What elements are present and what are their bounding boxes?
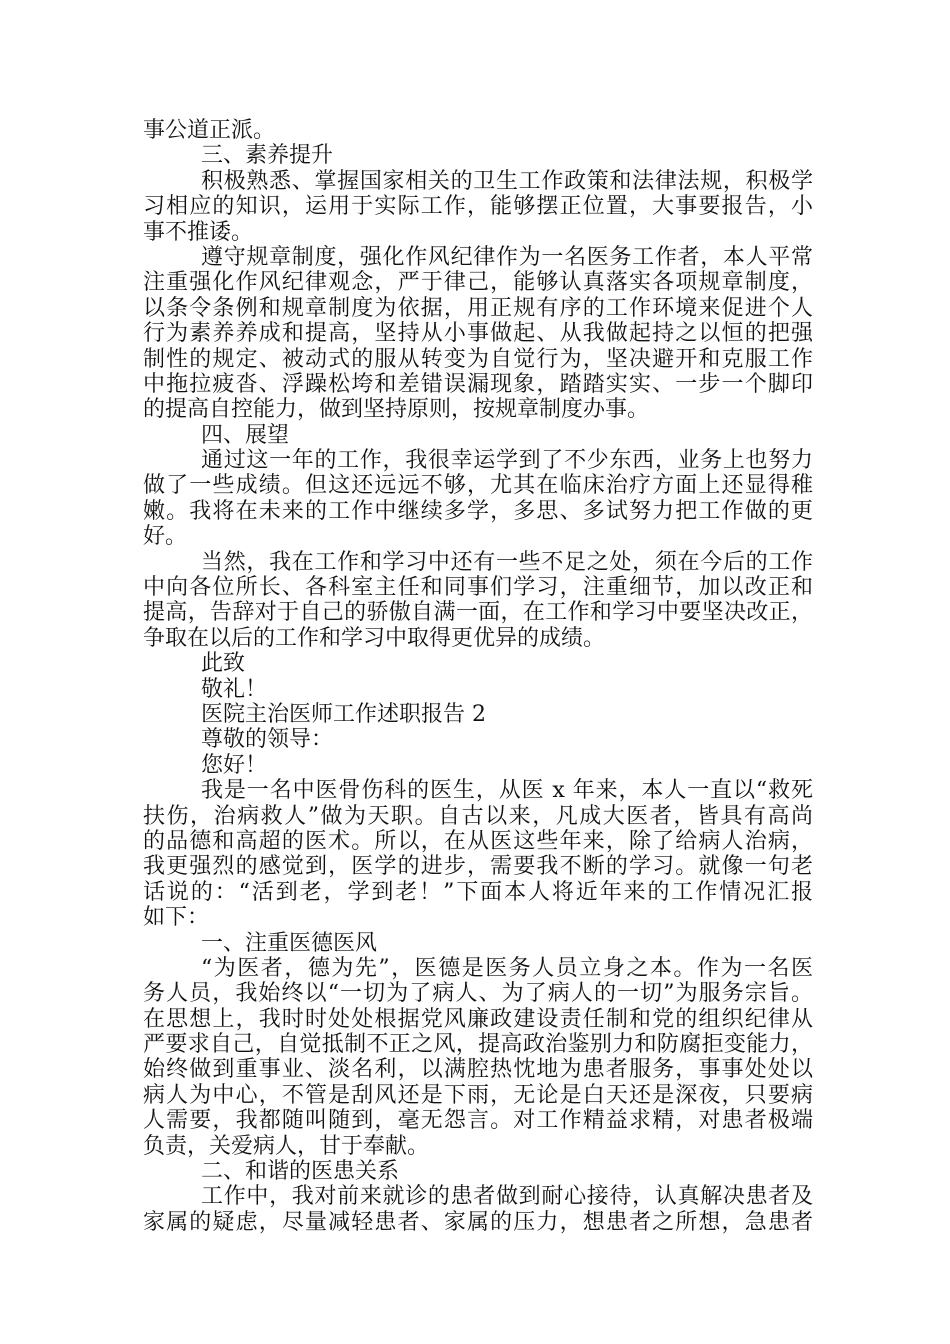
text-line: 做了一些成绩。但这还远远不够，尤其在临床治疗方面上还显得稚: [143, 473, 813, 499]
text-line: 我更强烈的感觉到，医学的进步，需要我不断的学习。就像一句老: [143, 854, 813, 880]
text-line: 事公道正派。: [143, 118, 276, 143]
text-line: 注重强化作风纪律观念，严于律己，能够认真落实各项规章制度，: [143, 270, 813, 296]
text-line: 的品德和高超的医术。所以，在从医这些年来，除了给病人治病，: [143, 828, 813, 854]
text-line: 三、素养提升: [201, 143, 334, 169]
text-line: 负责，关爱病人，甘于奉献。: [143, 1133, 430, 1159]
text-line: 病人为中心，不管是刮风还是下雨，无论是白天还是深夜，只要病: [143, 1082, 813, 1108]
text-line: 当然，我在工作和学习中还有一些不足之处，须在今后的工作: [201, 549, 813, 575]
text-line: 尊敬的领导：: [201, 727, 334, 753]
text-line: 二、和谐的医患关系: [201, 1159, 400, 1185]
text-line: 积极熟悉、掌握国家相关的卫生工作政策和法律法规，积极学: [201, 168, 813, 194]
text-line: 遵守规章制度，强化作风纪律作为一名医务工作者，本人平常: [201, 244, 813, 270]
text-line: 工作中，我对前来就诊的患者做到耐心接待，认真解决患者及: [201, 1184, 813, 1210]
text-line: 的提高自控能力，做到坚持原则，按规章制度办事。: [143, 397, 650, 423]
text-line: “为医者，德为先”，医德是医务人员立身之本。作为一名医: [201, 955, 813, 981]
text-line: 一、注重医德医风: [201, 930, 378, 956]
text-line: 行为素养养成和提高，坚持从小事做起、从我做起持之以恒的把强: [143, 321, 813, 347]
text-line: 话说的：“活到老，学到老！”下面本人将近年来的工作情况汇报: [143, 879, 813, 905]
text-line: 争取在以后的工作和学习中取得更优异的成绩。: [143, 625, 606, 651]
text-line: 事不推诿。: [143, 219, 254, 245]
text-line: 如下：: [143, 905, 210, 931]
text-line: 严要求自己，自觉抵制不正之风，提高政治鉴别力和防腐拒变能力，: [143, 1032, 813, 1058]
text-line: 提高，告辞对于自己的骄傲自满一面，在工作和学习中要坚决改正，: [143, 600, 813, 626]
text-line: 在思想上，我时时处处根据党风廉政建设责任制和党的组织纪律从: [143, 1006, 813, 1032]
text-line: 扶伤，治病救人”做为天职。自古以来，凡成大医者，皆具有高尚: [143, 803, 813, 829]
document-page: [143, 118, 813, 1235]
text-line: 此致: [201, 651, 246, 677]
text-line: 习相应的知识，运用于实际工作，能够摆正位置，大事要报告，小: [143, 194, 813, 220]
text-line: 四、展望: [201, 422, 290, 448]
text-line: 我是一名中医骨伤科的医生，从医 x 年来，本人一直以“救死: [201, 778, 813, 804]
text-line: 通过这一年的工作，我很幸运学到了不少东西，业务上也努力: [201, 448, 813, 474]
text-line: 中向各位所长、各科室主任和同事们学习，注重细节，加以改正和: [143, 575, 813, 601]
text-line: 嫩。我将在未来的工作中继续多学，多思、多试努力把工作做的更: [143, 498, 813, 524]
text-line: 您好！: [201, 752, 268, 778]
text-line: 始终做到重事业、淡名利，以满腔热忱地为患者服务，事事处处以: [143, 1057, 813, 1083]
text-line: 中拖拉疲沓、浮躁松垮和差错误漏现象，踏踏实实、一步一个脚印: [143, 371, 813, 397]
text-line: 制性的规定、被动式的服从转变为自觉行为，坚决避开和克服工作: [143, 346, 813, 372]
text-line: 家属的疑虑，尽量减轻患者、家属的压力，想患者之所想，急患者: [143, 1209, 813, 1235]
text-line: 好。: [143, 524, 188, 550]
text-line: 医院主治医师工作述职报告 2: [201, 701, 486, 727]
text-line: 人需要，我都随叫随到，毫无怨言。对工作精益求精，对患者极端: [143, 1108, 813, 1134]
text-line: 务人员，我始终以“一切为了病人、为了病人的一切”为服务宗旨。: [143, 981, 813, 1007]
text-line: 敬礼！: [201, 676, 268, 702]
text-line: 以条令条例和规章制度为依据，用正规有序的工作环境来促进个人: [143, 295, 813, 321]
